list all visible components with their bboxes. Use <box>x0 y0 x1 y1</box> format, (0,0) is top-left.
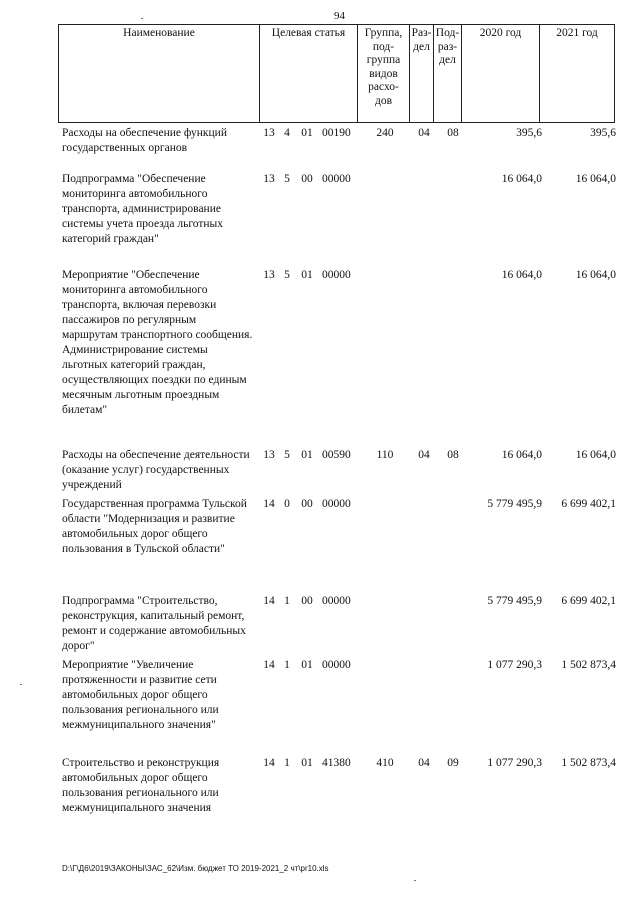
row-2021: 16 064,0 <box>575 449 616 461</box>
row-target-code: 00000 <box>322 498 351 510</box>
row-razdel: 04 <box>418 449 430 461</box>
row-target-event: 01 <box>301 269 313 281</box>
row-target-event: 00 <box>301 595 313 607</box>
row-name: Государственная программа Тульской области "Модернизация и развитие автомобильных дорог общего пользования в Тульской области" <box>62 498 247 555</box>
row-group: 410 <box>376 757 394 769</box>
scan-speck <box>20 684 22 685</box>
row-target-program: 14 <box>263 595 275 607</box>
row-2020: 5 779 495,9 <box>487 498 542 510</box>
row-target-program: 14 <box>263 659 275 671</box>
row-target-subprogram: 5 <box>284 269 290 281</box>
row-target-subprogram: 1 <box>284 757 290 769</box>
row-target-event: 01 <box>301 659 313 671</box>
row-podrazdel: 08 <box>447 127 459 139</box>
row-target-program: 13 <box>263 127 275 139</box>
header-razdel: Раз- дел <box>410 25 434 123</box>
header-target: Целевая статья <box>260 25 358 123</box>
row-2021: 6 699 402,1 <box>561 498 616 510</box>
row-2021: 16 064,0 <box>575 269 616 281</box>
file-path-footer: D:\Г\Д6\2019\ЗАКОНЫ\ЗАС_62\Изм. бюджет ТО 2019-2021_2 чт\pr10.xls <box>62 864 329 873</box>
row-name: Мероприятие "Обеспечение мониторинга автомобильного транспорта, включая перевозки пассажиров по регулярным маршрутам транспортного сообщения. Администрирование системы льготных категорий граждан, осуществляющих поездки по единым месячным льготным проездным билетам" <box>62 269 253 416</box>
row-name: Расходы на обеспечение функций государственных органов <box>62 127 227 154</box>
row-group: 110 <box>376 449 394 461</box>
scan-speck <box>141 18 143 19</box>
row-2021: 395,6 <box>590 127 616 139</box>
row-target-code: 00000 <box>322 659 351 671</box>
row-target-program: 14 <box>263 757 275 769</box>
row-podrazdel: 08 <box>447 449 459 461</box>
row-target-subprogram: 1 <box>284 595 290 607</box>
header-name: Наименование <box>59 25 260 123</box>
row-target-event: 00 <box>301 173 313 185</box>
row-name: Расходы на обеспечение деятельности (оказание услуг) государственных учреждений <box>62 449 250 491</box>
row-2021: 16 064,0 <box>575 173 616 185</box>
table-header <box>58 24 615 123</box>
row-2020: 16 064,0 <box>501 269 542 281</box>
row-target-program: 13 <box>263 269 275 281</box>
row-name: Строительство и реконструкция автомобильных дорог общего пользования регионального или межмуниципального значения <box>62 757 220 814</box>
header-2020: 2020 год <box>462 25 540 123</box>
row-target-subprogram: 1 <box>284 659 290 671</box>
row-2021: 1 502 873,4 <box>561 757 616 769</box>
row-2020: 16 064,0 <box>501 449 542 461</box>
row-target-event: 01 <box>301 127 313 139</box>
row-2020: 1 077 290,3 <box>487 757 542 769</box>
row-target-subprogram: 0 <box>284 498 290 510</box>
row-target-code: 00000 <box>322 269 351 281</box>
row-razdel: 04 <box>418 127 430 139</box>
page-number: 94 <box>334 10 345 22</box>
row-2020: 1 077 290,3 <box>487 659 542 671</box>
row-target-subprogram: 4 <box>284 127 290 139</box>
row-target-subprogram: 5 <box>284 173 290 185</box>
row-target-event: 01 <box>301 757 313 769</box>
row-2020: 16 064,0 <box>501 173 542 185</box>
row-group: 240 <box>376 127 394 139</box>
header-group: Группа, под- группа видов расхо- дов <box>358 25 410 123</box>
row-target-event: 00 <box>301 498 313 510</box>
row-target-code: 00590 <box>322 449 351 461</box>
row-2021: 6 699 402,1 <box>561 595 616 607</box>
row-2020: 395,6 <box>516 127 542 139</box>
row-target-event: 01 <box>301 449 313 461</box>
row-name: Подпрограмма "Строительство, реконструкция, капитальный ремонт, ремонт и содержание автомобильных дорог" <box>62 595 246 652</box>
row-target-program: 13 <box>263 449 275 461</box>
row-target-code: 00190 <box>322 127 351 139</box>
header-2021: 2021 год <box>540 25 615 123</box>
row-2020: 5 779 495,9 <box>487 595 542 607</box>
row-target-program: 14 <box>263 498 275 510</box>
row-name: Подпрограмма "Обеспечение мониторинга автомобильного транспорта, администрирование системы учета проезда льготных категорий граждан" <box>62 173 224 245</box>
row-razdel: 04 <box>418 757 430 769</box>
row-podrazdel: 09 <box>447 757 459 769</box>
row-target-code: 00000 <box>322 595 351 607</box>
row-target-code: 00000 <box>322 173 351 185</box>
row-name: Мероприятие "Увеличение протяженности и развитие сети автомобильных дорог общего пользования регионального или межмуниципального значения" <box>62 659 219 731</box>
row-target-program: 13 <box>263 173 275 185</box>
scan-speck <box>414 880 416 881</box>
header-podrazdel: Под- раз- дел <box>434 25 462 123</box>
row-target-subprogram: 5 <box>284 449 290 461</box>
row-target-code: 41380 <box>322 757 351 769</box>
row-2021: 1 502 873,4 <box>561 659 616 671</box>
